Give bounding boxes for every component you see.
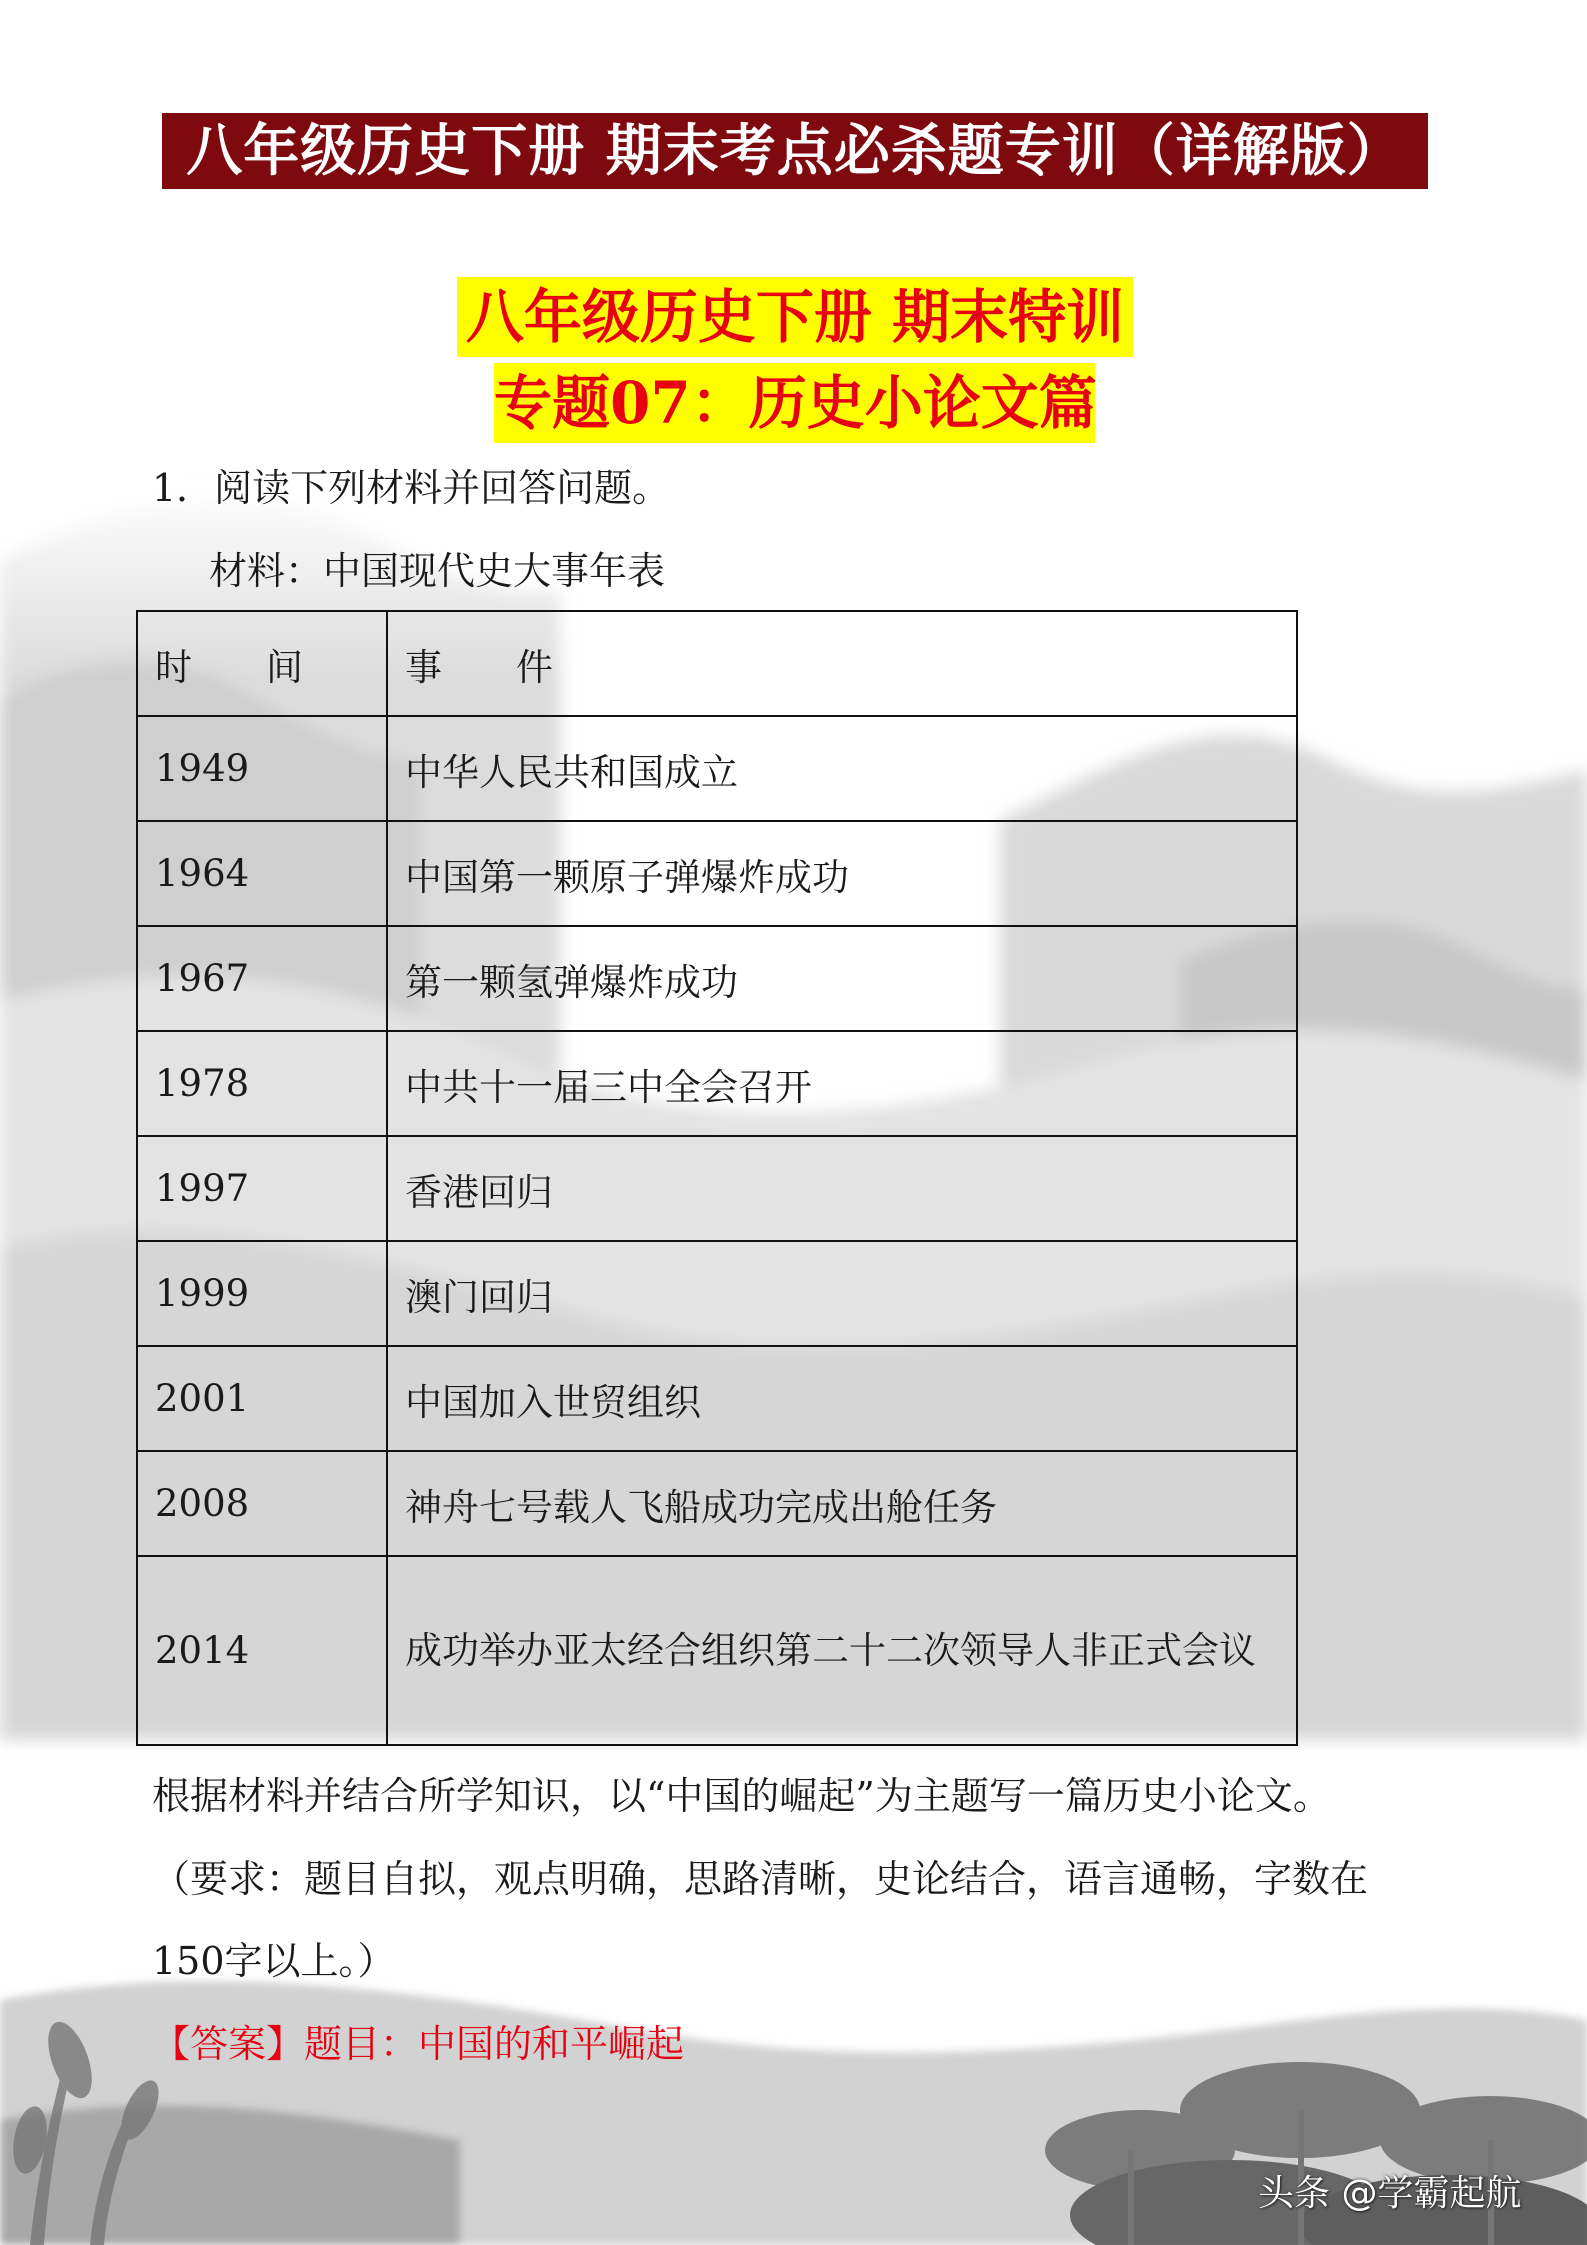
- series-banner-title: 八年级历史下册 期末考点必杀题专训（详解版）: [162, 113, 1428, 189]
- essay-requirements-cont: 150字以上。）: [152, 1939, 396, 1983]
- table-row: [137, 926, 1297, 1031]
- essay-requirements: （要求：题目自拟，观点明确，思路清晰，史论结合，语言通畅，字数在: [152, 1857, 1369, 1901]
- header-event: 事 件: [387, 611, 1297, 716]
- table-row: [137, 1241, 1297, 1346]
- event-cell: 第一颗氢弹爆炸成功: [387, 926, 1297, 1031]
- topic-subheading: 专题07：历史小论文篇: [494, 363, 1095, 443]
- table-row: [137, 1346, 1297, 1451]
- events-table: [136, 610, 1298, 1746]
- header-time: 时 间: [137, 611, 387, 716]
- question-intro: 1．阅读下列材料并回答问题。: [152, 466, 671, 510]
- event-cell: 香港回归: [387, 1136, 1297, 1241]
- event-cell: 中共十一届三中全会召开: [387, 1031, 1297, 1136]
- table-row: [137, 1451, 1297, 1556]
- year-cell: 1949: [137, 716, 387, 821]
- essay-prompt: 根据材料并结合所学知识，以“中国的崛起”为主题写一篇历史小论文。: [152, 1774, 1331, 1818]
- event-cell: 澳门回归: [387, 1241, 1297, 1346]
- year-cell: 1978: [137, 1031, 387, 1136]
- table-row: [137, 1136, 1297, 1241]
- year-cell: 2014: [137, 1556, 387, 1745]
- event-cell: 中华人民共和国成立: [387, 716, 1297, 821]
- table-row: [137, 1031, 1297, 1136]
- table-row: [137, 821, 1297, 926]
- year-cell: 1964: [137, 821, 387, 926]
- material-label: 材料：中国现代史大事年表: [209, 549, 666, 593]
- event-cell: 中国第一颗原子弹爆炸成功: [387, 821, 1297, 926]
- watermark: 头条 @学霸起航: [1258, 2173, 1522, 2214]
- table-row: [137, 1556, 1297, 1745]
- table-header-row: [137, 611, 1297, 716]
- table-row: [137, 716, 1297, 821]
- event-cell: 神舟七号载人飞船成功完成出舱任务: [387, 1451, 1297, 1556]
- topic-heading: 八年级历史下册 期末特训: [457, 277, 1133, 357]
- year-cell: 1967: [137, 926, 387, 1031]
- event-cell: 中国加入世贸组织: [387, 1346, 1297, 1451]
- year-cell: 2008: [137, 1451, 387, 1556]
- year-cell: 2001: [137, 1346, 387, 1451]
- year-cell: 1999: [137, 1241, 387, 1346]
- answer-line: 【答案】题目：中国的和平崛起: [152, 2022, 685, 2066]
- year-cell: 1997: [137, 1136, 387, 1241]
- event-cell: 成功举办亚太经合组织第二十二次领导人非正式会议: [387, 1556, 1297, 1745]
